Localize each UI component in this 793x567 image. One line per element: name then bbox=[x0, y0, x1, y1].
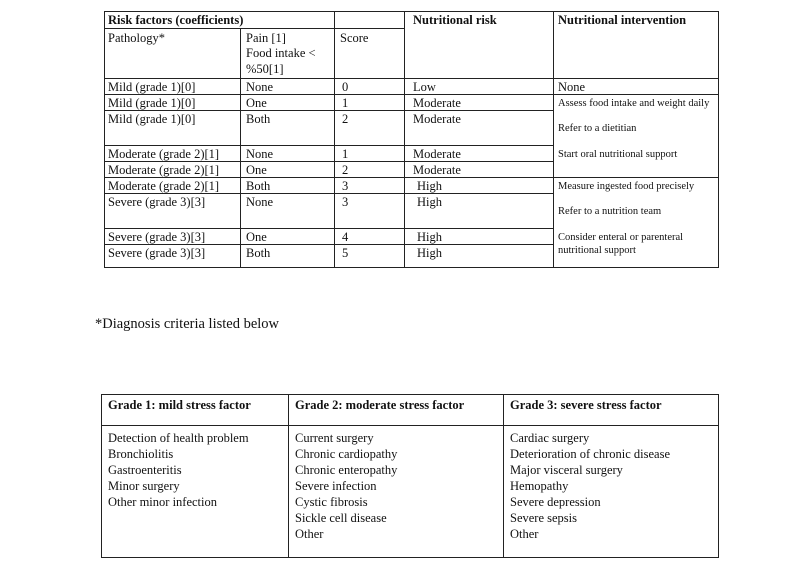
cell-score: 3 bbox=[342, 195, 349, 209]
table-border-top bbox=[104, 11, 719, 12]
subheader-score: Score bbox=[340, 31, 369, 45]
table-border-top bbox=[101, 394, 719, 395]
cell-pathology: Mild (grade 1)[0] bbox=[108, 96, 196, 110]
list-item: Current surgery bbox=[295, 431, 374, 445]
cell-pathology: Mild (grade 1)[0] bbox=[108, 80, 196, 94]
cell-pathology: Moderate (grade 2)[1] bbox=[108, 179, 220, 193]
table-rule bbox=[104, 161, 554, 162]
cell-pathology: Moderate (grade 2)[1] bbox=[108, 163, 220, 177]
intervention-refer-dietitian: Refer to a dietitian bbox=[558, 123, 637, 134]
cell-risk: Moderate bbox=[413, 96, 461, 110]
subheader-food-intake-threshold: %50[1] bbox=[246, 62, 284, 76]
table-rule bbox=[404, 11, 405, 267]
cell-pain-food: None bbox=[246, 195, 274, 209]
intervention-nutrition-team: Refer to a nutrition team bbox=[558, 206, 662, 217]
cell-pain-food: One bbox=[246, 96, 267, 110]
list-item: Cystic fibrosis bbox=[295, 495, 368, 509]
table-rule bbox=[553, 11, 554, 267]
cell-risk: Low bbox=[413, 80, 436, 94]
cell-risk: High bbox=[417, 230, 442, 244]
cell-risk: Moderate bbox=[413, 112, 461, 126]
cell-score: 1 bbox=[342, 96, 349, 110]
intervention-nutritional-support: nutritional support bbox=[558, 245, 636, 256]
cell-pain-food: One bbox=[246, 230, 267, 244]
header-grade-1: Grade 1: mild stress factor bbox=[108, 398, 251, 412]
list-item: Bronchiolitis bbox=[108, 447, 174, 461]
header-risk-factors: Risk factors (coefficients) bbox=[108, 13, 244, 27]
table-rule bbox=[104, 94, 719, 95]
table-rule bbox=[104, 177, 719, 178]
table-border-bottom bbox=[104, 267, 719, 268]
header-grade-2: Grade 2: moderate stress factor bbox=[295, 398, 465, 412]
list-item: Chronic cardiopathy bbox=[295, 447, 398, 461]
cell-pain-food: Both bbox=[246, 246, 271, 260]
list-item: Other minor infection bbox=[108, 495, 217, 509]
list-item: Sickle cell disease bbox=[295, 511, 387, 525]
list-item: Severe sepsis bbox=[510, 511, 577, 525]
intervention-enteral: Consider enteral or parenteral bbox=[558, 232, 684, 243]
intervention-assess-intake: Assess food intake and weight daily bbox=[558, 98, 710, 109]
header-grade-3: Grade 3: severe stress factor bbox=[510, 398, 662, 412]
cell-score: 2 bbox=[342, 112, 349, 126]
cell-score: 2 bbox=[342, 163, 349, 177]
list-item: Minor surgery bbox=[108, 479, 180, 493]
list-item: Severe depression bbox=[510, 495, 601, 509]
list-item: Cardiac surgery bbox=[510, 431, 590, 445]
table-rule bbox=[334, 11, 335, 267]
list-item: Other bbox=[295, 527, 324, 541]
cell-risk: Moderate bbox=[413, 163, 461, 177]
list-item: Chronic enteropathy bbox=[295, 463, 398, 477]
grade-3-list bbox=[510, 430, 670, 542]
intervention-none: None bbox=[558, 80, 586, 94]
cell-pain-food: Both bbox=[246, 179, 271, 193]
cell-risk: High bbox=[417, 246, 442, 260]
cell-score: 5 bbox=[342, 246, 349, 260]
header-nutritional-risk: Nutritional risk bbox=[413, 13, 497, 27]
table-border-left bbox=[101, 394, 102, 558]
cell-pathology: Severe (grade 3)[3] bbox=[108, 195, 206, 209]
cell-risk: High bbox=[417, 179, 442, 193]
table-rule bbox=[104, 193, 554, 194]
cell-pain-food: None bbox=[246, 80, 274, 94]
cell-score: 0 bbox=[342, 80, 349, 94]
table-rule bbox=[104, 228, 554, 229]
table-rule bbox=[104, 244, 554, 245]
list-item: Gastroenteritis bbox=[108, 463, 182, 477]
subheader-food-intake: Food intake < bbox=[246, 46, 316, 60]
subheader-pathology: Pathology* bbox=[108, 31, 165, 45]
cell-risk: Moderate bbox=[413, 147, 461, 161]
grade-2-list bbox=[295, 430, 397, 542]
table-rule bbox=[503, 394, 504, 558]
cell-pain-food: Both bbox=[246, 112, 271, 126]
table-rule bbox=[104, 78, 719, 79]
list-item: Major visceral surgery bbox=[510, 463, 623, 477]
cell-score: 1 bbox=[342, 147, 349, 161]
cell-pathology: Severe (grade 3)[3] bbox=[108, 246, 206, 260]
table-rule bbox=[104, 145, 554, 146]
cell-pathology: Severe (grade 3)[3] bbox=[108, 230, 206, 244]
table-rule bbox=[101, 425, 719, 426]
table-border-right bbox=[718, 394, 719, 558]
list-item: Hemopathy bbox=[510, 479, 569, 493]
list-item: Detection of health problem bbox=[108, 431, 249, 445]
table-border-left bbox=[104, 11, 105, 267]
list-item: Other bbox=[510, 527, 539, 541]
list-item: Deterioration of chronic disease bbox=[510, 447, 671, 461]
table-rule bbox=[288, 394, 289, 558]
grade-1-list bbox=[108, 430, 249, 510]
table-rule bbox=[240, 28, 241, 267]
table-border-bottom bbox=[101, 557, 719, 558]
cell-pain-food: None bbox=[246, 147, 274, 161]
cell-risk: High bbox=[417, 195, 442, 209]
cell-score: 3 bbox=[342, 179, 349, 193]
subheader-pain: Pain [1] bbox=[246, 31, 286, 45]
table-border-right bbox=[718, 11, 719, 268]
cell-pathology: Moderate (grade 2)[1] bbox=[108, 147, 220, 161]
cell-pathology: Mild (grade 1)[0] bbox=[108, 112, 196, 126]
cell-pain-food: One bbox=[246, 163, 267, 177]
table-rule bbox=[104, 28, 404, 29]
cell-score: 4 bbox=[342, 230, 349, 244]
diagnosis-note: *Diagnosis criteria listed below bbox=[95, 316, 280, 332]
header-nutritional-intervention: Nutritional intervention bbox=[558, 13, 687, 27]
table-rule bbox=[104, 110, 554, 111]
intervention-oral-support: Start oral nutritional support bbox=[558, 149, 678, 160]
intervention-measure-food: Measure ingested food precisely bbox=[558, 181, 695, 192]
list-item: Severe infection bbox=[295, 479, 377, 493]
